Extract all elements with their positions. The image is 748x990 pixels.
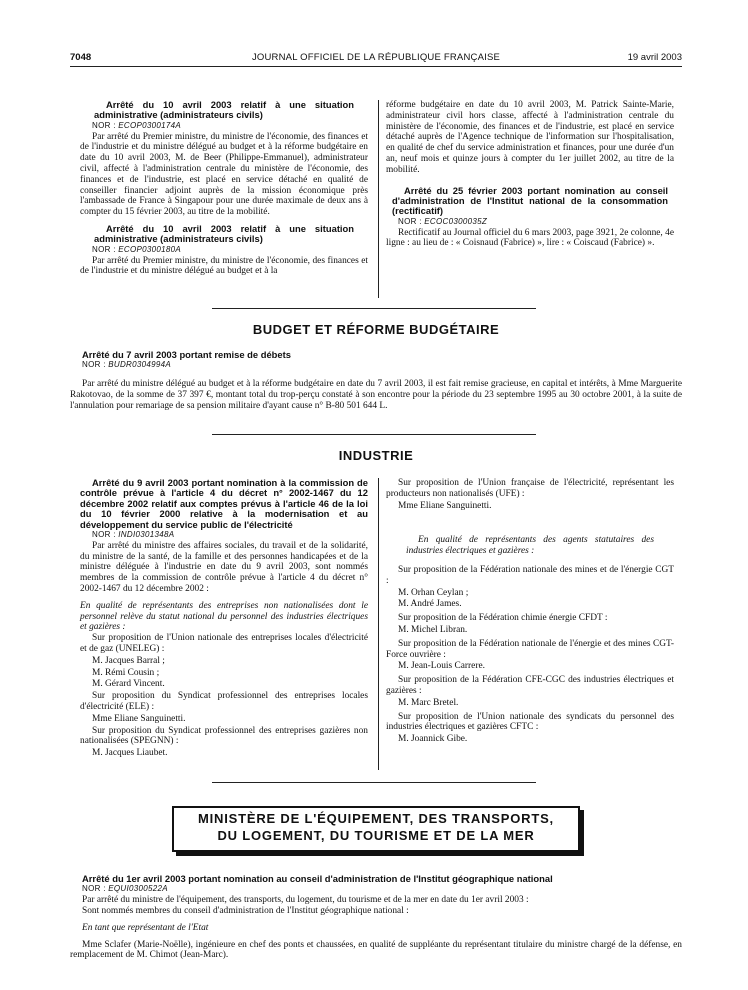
nor-line: NOR : INDI0301348A	[92, 530, 175, 540]
ministry-title-box	[172, 806, 580, 852]
member-name: Mme Eliane Sanguinetti.	[398, 500, 492, 511]
arrete-body: Par arrêté du Premier ministre, du ministre de l'économie, des finances et de l'industrie et du ministre délégué au budget et à la	[80, 255, 368, 277]
arrete-body: Par arrêté du ministre délégué au budget et à la réforme budgétaire en date du 7 avril 2003, il est fait remise gracieuse, en capital et intérêts, à Mme Marguerite Rakotovao, de la somme de 37 397 €, montant total du trop-perçu constaté à son encontre pour la période du 23 septembre 1995 au 30 octobre 2001, à la suite de l'annulation pour remariage de sa pension militaire d'ayant cause n° B-80 501 644 L.	[70, 379, 682, 411]
proposition: Sur proposition du Syndicat professionnel des entreprises locales d'électricité (ELE) :	[80, 691, 368, 712]
section-rule	[212, 434, 536, 435]
proposition: Sur proposition de l'Union nationale des entreprises locales d'électricité et de gaz (UNELEG) :	[80, 633, 368, 654]
proposition: Sur proposition du Syndicat professionnel des entreprises gazières non nationalisées (SPEGNN) :	[80, 725, 368, 747]
header-rule	[70, 66, 682, 67]
arrete-body: Par arrêté du ministre des affaires sociales, du travail et de la solidarité, du ministre de la santé, de la famille et des personnes handicapées et de la ministre déléguée à l'industrie en date du 9 avril 2003, sont nommés membres de la commission de contrôle prévue à l'article 4 du décret n° 2002-1467 du 12 décembre 2002 :	[80, 540, 368, 595]
member-name: M. Joannick Gibe.	[398, 734, 468, 745]
top-left-column	[80, 100, 368, 277]
member-name: M. Jacques Liaubet.	[92, 748, 168, 759]
proposition: Sur proposition de la Fédération nationale des mines et de l'énergie CGT :	[386, 564, 674, 586]
arrete-body: Rectificatif au Journal officiel du 6 mars 2003, page 3921, 2e colonne, 4e ligne : au lieu de : « Coisnaud (Fabrice) », lire : « Coiscaud (Fabrice) ».	[386, 227, 674, 249]
nor-line: NOR : ECOP0300174A	[92, 120, 182, 130]
arrete-title: Arrêté du 25 février 2003 portant nomination au conseil d'administration de l'Institut national de la consommation (rectificatif)	[392, 184, 668, 217]
representatives-heading: En qualité de représentants des agents statutaires des industries électriques et gazières :	[406, 535, 654, 557]
issue-date: 19 avril 2003	[627, 52, 682, 63]
top-right-column	[386, 100, 674, 249]
section-title-budget: BUDGET ET RÉFORME BUDGÉTAIRE	[252, 322, 500, 337]
member-name: M. Marc Bretel.	[398, 697, 459, 708]
column-separator	[378, 478, 379, 770]
budget-arrete	[70, 350, 682, 412]
proposition: Sur proposition de l'Union française de l'électricité, représentant les producteurs non nationalisés (UFE) :	[386, 478, 674, 499]
ministry-title-line: MINISTÈRE DE L'ÉQUIPEMENT, DES TRANSPORTS,	[198, 811, 554, 826]
member-name: M. Gérard Vincent.	[92, 679, 165, 690]
proposition: Sur proposition de la Fédération chimie énergie CFDT :	[398, 613, 608, 624]
ign-arrete	[70, 874, 682, 961]
nor-line: NOR : ECOC0300035Z	[398, 216, 488, 226]
arrete-title: Arrêté du 10 avril 2003 relatif à une situation administrative (administrateurs civils)	[94, 99, 354, 121]
arrete-body-continued: réforme budgétaire en date du 10 avril 2003, M. Patrick Sainte-Marie, administrateur civil hors classe, affecté à l'administration centrale du ministère de l'économie, des finances et de l'industrie, est placé en service détaché auprès de l'Agence technique de l'information sur l'hospitalisation, en qualité de chef du service administration et finances, pour une durée d'un an, neuf mois et quinze jours à compter du 1er juillet 2002, au titre de la mobilité.	[386, 100, 674, 175]
section-rule	[212, 782, 536, 783]
arrete-body: Par arrêté du Premier ministre, du ministre de l'économie, des finances et de l'industrie et du ministre délégué au budget et à la réforme budgétaire en date du 10 avril 2003, M. de Beer (Philippe-Emmanuel), administrateur civil, affecté à l'administration centrale du ministère de l'économie, des finances et de l'industrie, est placé en service détaché en qualité de conseiller financier adjoint auprès de la mission économique près l'ambassade de France à Singapour pour une durée maximale de deux ans à compter du 15 février 2003, au titre de la mobilité.	[80, 131, 368, 218]
member-name: M. Orhan Ceylan ;	[398, 587, 469, 598]
arrete-body: Mme Sclafer (Marie-Noëlle), ingénieure en chef des ponts et chaussées, en qualité de suppléante du représentant titulaire du ministre chargé de la défense, en remplacement de M. Chimot (Jean-Marc).	[70, 939, 682, 961]
member-name: M. Rémi Cousin ;	[92, 667, 160, 678]
journal-title: JOURNAL OFFICIEL DE LA RÉPUBLIQUE FRANÇAISE	[251, 52, 501, 63]
arrete-title: Arrêté du 1er avril 2003 portant nomination au conseil d'administration de l'Institut géographique national	[82, 873, 553, 884]
member-name: M. Jacques Barral ;	[92, 655, 165, 666]
member-name: M. André James.	[398, 599, 462, 610]
nor-line: NOR : BUDR0304994A	[82, 360, 172, 370]
nor-line: NOR : ECOP0300180A	[92, 244, 182, 254]
proposition: Sur proposition de la Fédération nationale de l'énergie et des mines CGT-Force ouvrière :	[386, 638, 674, 660]
page-number: 7048	[70, 52, 92, 63]
representative-heading: En tant que représentant de l'Etat	[82, 922, 209, 933]
column-separator	[378, 100, 379, 298]
arrete-title: Arrêté du 7 avril 2003 portant remise de débets	[82, 349, 291, 360]
section-title-industrie: INDUSTRIE	[338, 448, 414, 463]
member-name: Mme Eliane Sanguinetti.	[92, 713, 186, 724]
proposition: Sur proposition de la Fédération CFE-CGC des industries électriques et gazières :	[386, 675, 674, 696]
industrie-left-column	[80, 478, 368, 760]
section-rule	[212, 308, 536, 309]
arrete-body: Sont nommés membres du conseil d'administration de l'Institut géographique national :	[82, 906, 409, 916]
arrete-title: Arrêté du 9 avril 2003 portant nomination à la commission de contrôle prévue à l'article 4 du décret n° 2002-1467 du 12 décembre 2002 relatif aux comptes prévus à l'article 46 de la loi du 10 février 2000 relative à la modernisation et au développement du service public de l'électricité	[80, 477, 368, 530]
representatives-heading: En qualité de représentants des entreprises non nationalisées dont le personnel relève du statut national du personnel des industries électriques et gazières :	[80, 600, 368, 633]
industrie-right-column	[386, 478, 674, 746]
member-name: M. Michel Libran.	[398, 624, 468, 635]
arrete-title: Arrêté du 10 avril 2003 relatif à une situation administrative (administrateurs civils)	[94, 222, 354, 245]
proposition: Sur proposition de l'Union nationale des syndicats du personnel des industries électriques et gazières CFTC :	[386, 711, 674, 733]
member-name: M. Jean-Louis Carrere.	[398, 661, 485, 672]
arrete-body: Par arrêté du ministre de l'équipement, des transports, du logement, du tourisme et de la mer en date du 1er avril 2003 :	[82, 895, 529, 906]
ministry-title-line: DU LOGEMENT, DU TOURISME ET DE LA MER	[217, 828, 535, 843]
nor-line: NOR : EQUI0300522A	[82, 884, 168, 894]
